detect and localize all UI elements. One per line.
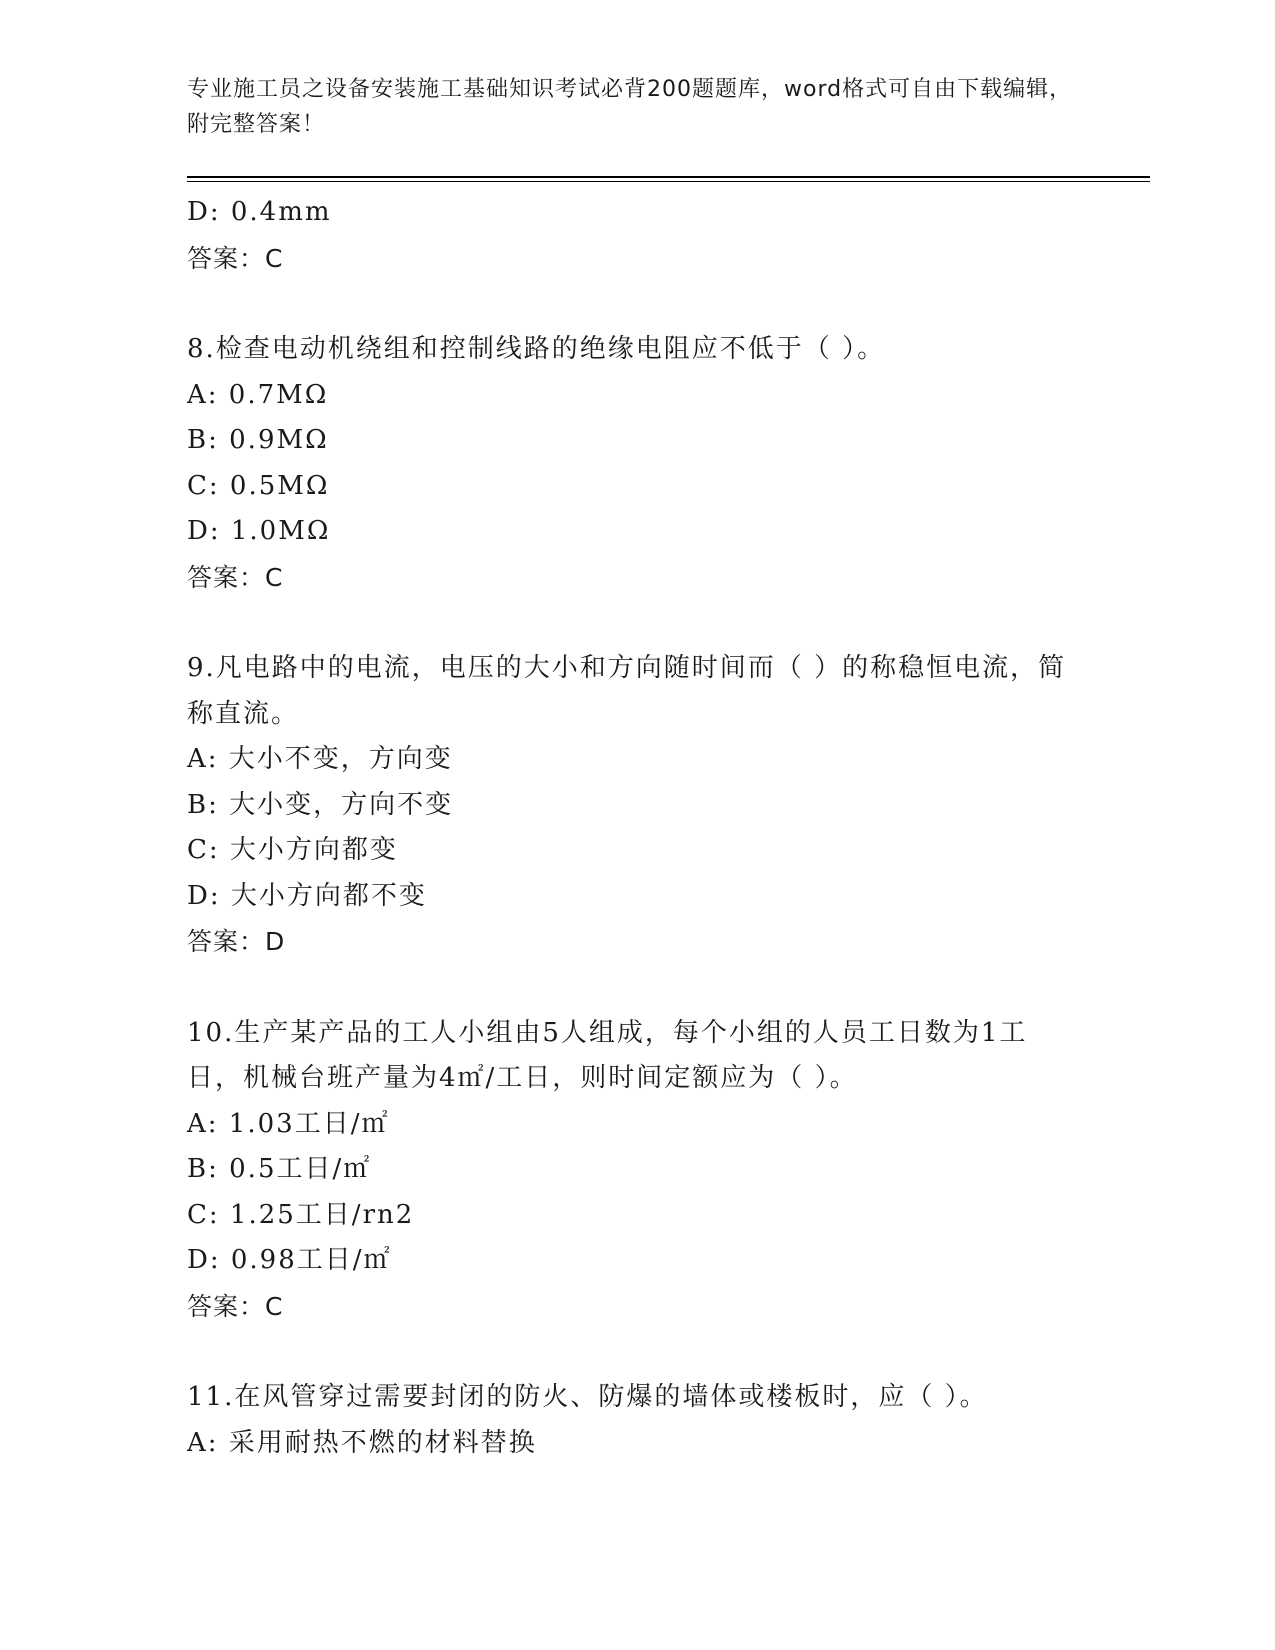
option-b: B: 0.9MΩ [187, 425, 329, 455]
question-10 [187, 1011, 1087, 1330]
spacer [187, 1329, 1087, 1375]
answer: 答案：C [187, 562, 284, 592]
question-11 [187, 1375, 1087, 1466]
question-list [187, 190, 1087, 1466]
option-d: D: 0.98工日/㎡ [187, 1245, 392, 1275]
option-a: A: 采用耐热不燃的材料替换 [187, 1427, 537, 1458]
question-8 [187, 327, 1087, 600]
answer: 答案：C [187, 243, 284, 273]
question-9 [187, 646, 1087, 965]
header-divider [187, 176, 1150, 182]
question-stem: 11.在风管穿过需要封闭的防火、防爆的墙体或楼板时，应（ ）。 [187, 1382, 988, 1412]
page-header: 专业施工员之设备安装施工基础知识考试必背200题题库，word格式可自由下载编辑，附完整答案！ [187, 77, 1073, 137]
option-c: C: 0.5MΩ [187, 470, 330, 501]
question-stem: 10.生产某产品的工人小组由5人组成，每个小组的人员工日数为1工日，机械台班产量为4㎡/工日，则时间定额应为（ ）。 [187, 1017, 1028, 1093]
option-a: A: 0.7MΩ [187, 379, 329, 410]
answer: 答案：D [187, 927, 286, 956]
option-d: D: 1.0MΩ [187, 516, 331, 546]
spacer [187, 600, 1087, 646]
option-b: B: 大小变，方向不变 [187, 789, 454, 820]
spacer [187, 281, 1087, 327]
question-stem: 9.凡电路中的电流，电压的大小和方向随时间而（ ）的称稳恒电流，简称直流。 [187, 653, 1067, 729]
answer: 答案：C [187, 1291, 284, 1321]
option-c: C: 1.25工日/rn2 [187, 1199, 415, 1230]
option-d: D: 0.4mm [187, 197, 332, 227]
question-stem: 8.检查电动机绕组和控制线路的绝缘电阻应不低于（ ）。 [187, 334, 886, 364]
option-a: A: 大小不变，方向变 [187, 744, 453, 774]
spacer [187, 965, 1087, 1011]
option-a: A: 1.03工日/㎡ [187, 1108, 390, 1139]
option-c: C: 大小方向都变 [187, 835, 398, 865]
option-b: B: 0.5工日/㎡ [187, 1154, 372, 1184]
option-d: D: 大小方向都不变 [187, 880, 427, 911]
